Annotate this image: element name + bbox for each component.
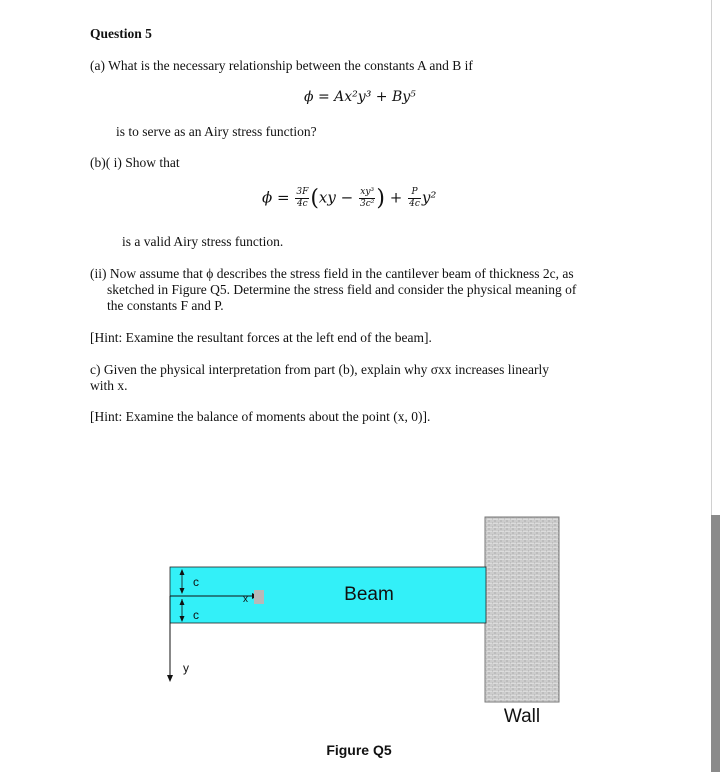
part-a-suffix: is to serve as an Airy stress function? [116,124,317,139]
part-b-hint: [Hint: Examine the resultant forces at the left end of the beam]. [90,330,432,345]
part-b-label: (b)( i) Show that [90,155,180,170]
c-bottom-label: c [193,608,199,622]
part-b-valid-text: is a valid Airy stress function. [122,234,284,249]
question-title: Question 5 [90,26,152,41]
eq-fraction-p-4c: $\frac{P}{4c}$ [409,187,420,209]
beam [170,567,486,623]
cursor-marker [254,590,264,604]
part-c-line1: c) Given the physical interpretation from part (b), explain why σxx increases linearly [90,362,549,377]
part-a-equation: ϕ = Ax²y³ + By⁵ [304,89,416,105]
c-top-label: c [193,575,199,589]
eq-inner: xy − [318,188,354,207]
part-b-ii-line2: sketched in Figure Q5. Determine the stress field and consider the physical meaning of [107,282,577,297]
part-c-line2: with x. [90,378,128,393]
eq-phi: ϕ = [262,188,290,207]
part-a-prompt: (a) What is the necessary relationship between the constants A and B if [90,58,473,73]
y-axis-label: y [183,661,189,675]
eq-fraction-xy3-3c2: $\frac{\text{xy³}}{\text{3c²}}$ [359,187,375,209]
part-b-ii-line1: (ii) Now assume that ϕ describes the stress field in the cantilever beam of thickness 2c, as [90,266,574,281]
beam-label: Beam [344,584,394,605]
scrollbar[interactable] [711,515,720,772]
eq-fraction-3f-4c: $\frac{3F}{4c}$ [296,187,309,209]
x-axis-label: x [243,594,248,605]
part-b-equation: ϕ = $\frac{3F}{4c}$ (xy − $\frac{\text{xy³}}{\text{3c²}}$ ) + $\frac{P}{4c}$ y² [262,186,437,211]
wall-label: Wall [503,706,541,727]
part-c-hint: [Hint: Examine the balance of moments about the point (x, 0)]. [90,409,431,424]
y-axis-arrow [167,675,173,682]
figure-caption: Figure Q5 [326,742,392,758]
part-b-ii-line3: the constants F and P. [107,298,224,313]
wall [485,517,559,702]
